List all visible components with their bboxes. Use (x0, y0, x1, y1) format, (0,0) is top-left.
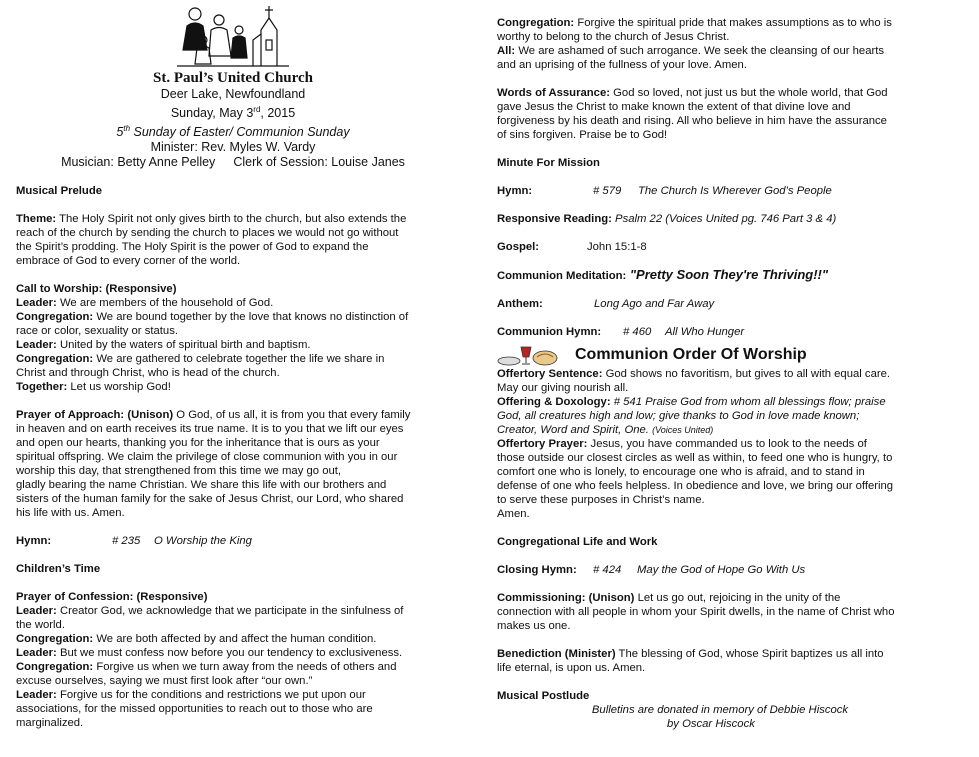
service-occasion: 5th Sunday of Easter/ Communion Sunday (116, 124, 350, 140)
anthem-row: Anthem: Long Ago and Far Away (497, 298, 715, 310)
church-location: Deer Lake, Newfoundland (160, 87, 306, 101)
communion-meditation-row: Communion Meditation: "Pretty Soon They're Thriving!!" (497, 267, 829, 282)
responsive-reading-row: Responsive Reading: Psalm 22 (Voices United pg. 746 Part 3 & 4) (497, 213, 837, 225)
call-to-worship-section: Call to Worship: (Responsive) Leader: We are members of the household of God. Congregation: We are bound together by the love that knows no distinction of race or color, sexuality or status. Leader: United by the waters of spiritual birth and baptism. Congregation: We are gathered to celebrate together the life we share in Christ and through Christ, who is head of the church. Together: Let us worship God! (16, 282, 450, 394)
commissioning-section: Commissioning: (Unison) Let us go out, rejoicing in the unity of the connection with all people in whom your Spirit dwells, in the name of Christ who makes us one. (497, 592, 895, 632)
confession-continued: Congregation: Forgive the spiritual pride that makes assumptions as to who is worthy to belong to the church of Jesus Christ. All: We are ashamed of such arrogance. We seek the cleansing of our hearts and an uprising of the fullness of your love. Amen. (497, 17, 892, 71)
minister-line: Minister: Rev. Myles W. Vardy (150, 140, 316, 155)
church-name: St. Paul’s United Church (152, 70, 314, 86)
theme-section: Theme: The Holy Spirit not only gives birth to the church, but also extends the reach of the church by sending the church to places we would not go without the Spirit’s prodding. The Holy Spirit is the power of God to expand the embrace of God to every corner of the world. (16, 213, 407, 268)
left-column (16, 0, 450, 730)
communion-hymn-row: Communion Hymn: # 460 All Who Hunger (497, 326, 745, 338)
closing-hymn-row: Closing Hymn: # 424 May the God of Hope Go With Us (497, 564, 806, 576)
childrens-time-heading: Children’s Time (16, 563, 101, 576)
right-column (497, 16, 943, 731)
words-of-assurance-section: Words of Assurance: God so loved, not just us but the whole world, that God gave Jesus the Christ to make known the extent of that divine love and forgiveness by his death and rising. All who believe in him have the assurance of sins forgiven. Praise be to God! (497, 87, 888, 141)
benediction-section: Benediction (Minister) The blessing of God, whose Spirit baptizes us all into life eternal, is upon us. Amen. (497, 648, 884, 674)
prayer-of-confession-section: Prayer of Confession: (Responsive) Leader: Creator God, we acknowledge that we participate in the sinfulness of the world. Congregation: We are both affected by and affect the human condition. Leader: But we must confess now before you our tendency to exclusiveness. Congregation: Forgive us when we turn away from the needs of others and excuse ourselves, saying we must first look after “our own.” Leader: Forgive us for the conditions and restrictions we put upon our associations, for the missed opportunities to reach out to those who are marginalized. (16, 591, 404, 730)
donation-line-1: Bulletins are donated in memory of Debbie Hiscock (591, 704, 849, 716)
staff-line: Musician: Betty Anne Pelley Clerk of Session: Louise Janes (61, 155, 405, 170)
donation-line-2: by Oscar Hiscock (667, 718, 755, 730)
prayer-of-approach-section: Prayer of Approach: (Unison) O God, of us all, it is from you that every family in heaven and on earth receives its true name. It is to you that we lift our eyes and open our hearts, thanking you for the inheritance that is ours as your spiritual offspring. We claim the privilege of close communion with you in our worship this day, that strengthened from this time we may go out, gladly bearing the name Christian. We share this life with our brothers and sisters of the human family for the sake of Jesus Christ, our Lord, who shared his life with us. Amen. (16, 409, 411, 520)
musical-postlude-heading: Musical Postlude (497, 690, 590, 702)
offertory-section: Offertory Sentence: God shows no favoritism, but gives to all with equal care. May our giving nourish all. Offering & Doxology: # 541 Praise God from whom all blessings flow; praise God, all creatures high and low; give thanks to God in love made known; Creator, Word and Spirit, One. (Voices United) Offertory Prayer: Jesus, you have commanded us to look to the needs of those outside our closest circles as well as within, to feed one who is hungry, to comfort one who is lonely, to encourage one who is afraid, and to stand in defense of one who feels helpless. In obedience and love, we bring our offering to serve these purposes in Christ’s name. Amen. (497, 368, 894, 520)
congregational-life-heading: Congregational Life and Work (497, 536, 658, 548)
communion-bread-cup-icon (497, 343, 561, 367)
musical-prelude-heading: Musical Prelude (16, 185, 103, 198)
bulletin-header (16, 0, 450, 170)
gospel-row: Gospel: John 15:1-8 (497, 241, 647, 253)
hymn-579-row: Hymn: # 579 The Church Is Wherever God’s People (497, 185, 832, 197)
church-family-logo (173, 0, 293, 70)
communion-order-header (497, 343, 943, 367)
hymn-235-row: Hymn: # 235 O Worship the King (16, 535, 252, 548)
communion-order-title: Communion Order Of Worship (575, 346, 807, 363)
minute-for-mission-heading: Minute For Mission (497, 157, 600, 169)
call-to-worship-heading: Call to Worship: (Responsive) (16, 283, 177, 296)
service-date: Sunday, May 3rd, 2015 (170, 105, 296, 121)
